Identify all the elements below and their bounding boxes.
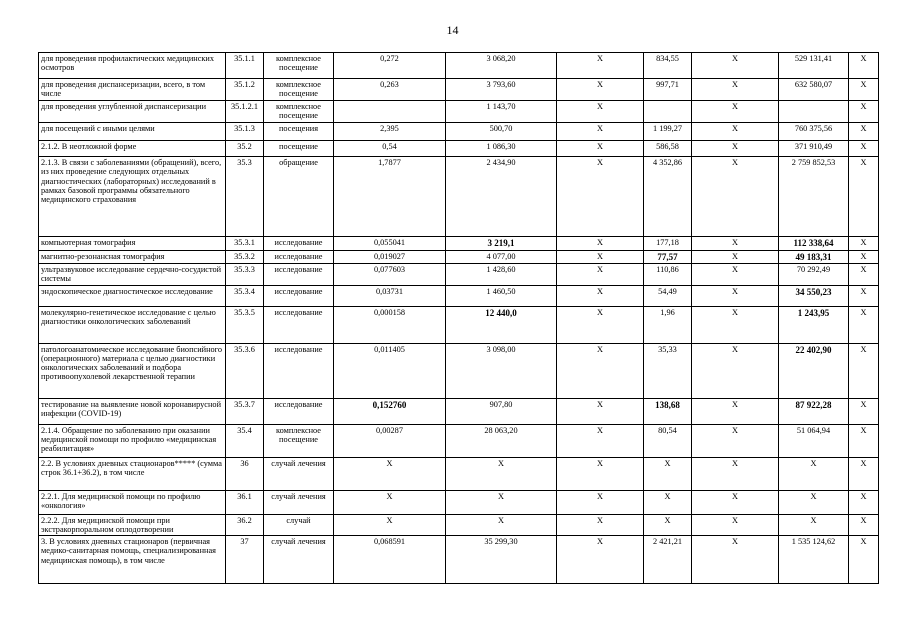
row-norm-cost: 3 068,20 [446, 53, 557, 79]
row-name: 2.2.2. Для медицинской помощи при экстракорпоральном оплодотворении [39, 514, 226, 536]
row-per-capita: 80,54 [644, 424, 692, 457]
row-x-2: Х [692, 79, 779, 101]
row-x-3: Х [849, 79, 879, 101]
row-name: 2.2.1. Для медицинской помощи по профилю «онкология» [39, 490, 226, 514]
row-total-cost: 34 550,23 [779, 285, 849, 306]
row-code: 35.3.3 [226, 264, 264, 286]
table-row [39, 424, 879, 457]
row-x-2: Х [692, 285, 779, 306]
row-name: компьютерная томография [39, 237, 226, 251]
row-x-3: Х [849, 306, 879, 343]
row-x-1: Х [557, 157, 644, 237]
row-x-3: Х [849, 157, 879, 237]
row-unit: случай лечения [264, 457, 334, 490]
row-per-capita: Х [644, 457, 692, 490]
row-unit: посещение [264, 141, 334, 157]
row-unit: исследование [264, 398, 334, 424]
row-x-2: Х [692, 514, 779, 536]
row-x-3: Х [849, 536, 879, 584]
row-per-capita: Х [644, 490, 692, 514]
row-code: 35.3.1 [226, 237, 264, 251]
row-norm-volume: 0,068591 [334, 536, 446, 584]
row-name: для проведения профилактических медицинских осмотров [39, 53, 226, 79]
row-x-1: Х [557, 398, 644, 424]
row-unit: исследование [264, 237, 334, 251]
row-code: 35.3.4 [226, 285, 264, 306]
row-x-1: Х [557, 424, 644, 457]
table-row [39, 457, 879, 490]
row-total-cost: 371 910,49 [779, 141, 849, 157]
row-x-1: Х [557, 536, 644, 584]
row-per-capita: 1 199,27 [644, 123, 692, 141]
row-name: эндоскопическое диагностическое исследование [39, 285, 226, 306]
row-unit: исследование [264, 343, 334, 398]
row-per-capita [644, 101, 692, 123]
row-x-2: Х [692, 264, 779, 286]
row-name: для проведения диспансеризации, всего, в том числе [39, 79, 226, 101]
row-total-cost: 51 064,94 [779, 424, 849, 457]
table-row [39, 306, 879, 343]
row-code: 36.2 [226, 514, 264, 536]
row-norm-cost: 500,70 [446, 123, 557, 141]
row-name: 2.1.3. В связи с заболеваниями (обращений), всего, из них проведение следующих отдельных диагностических (лабораторных) исследований в рамках базовой программы обязательного медицинского страхования [39, 157, 226, 237]
row-x-2: Х [692, 141, 779, 157]
row-norm-cost: Х [446, 514, 557, 536]
row-x-1: Х [557, 264, 644, 286]
row-x-2: Х [692, 457, 779, 490]
row-per-capita: 54,49 [644, 285, 692, 306]
row-name: магнитно-резонансная томография [39, 251, 226, 264]
row-norm-volume: 2,395 [334, 123, 446, 141]
row-norm-volume: 0,019027 [334, 251, 446, 264]
row-x-1: Х [557, 141, 644, 157]
table-row [39, 53, 879, 79]
row-name: 2.2. В условиях дневных стационаров***** (сумма строк 36.1+36.2), в том числе [39, 457, 226, 490]
row-x-3: Х [849, 237, 879, 251]
row-unit: случай [264, 514, 334, 536]
row-unit: комплексное посещение [264, 101, 334, 123]
row-norm-cost: 35 299,30 [446, 536, 557, 584]
row-total-cost: 760 375,56 [779, 123, 849, 141]
row-norm-cost: 3 219,1 [446, 237, 557, 251]
row-norm-volume [334, 101, 446, 123]
table-row [39, 141, 879, 157]
row-per-capita: 4 352,86 [644, 157, 692, 237]
row-name: тестирование на выявление новой коронавирусной инфекции (COVID-19) [39, 398, 226, 424]
table-row [39, 79, 879, 101]
row-x-2: Х [692, 123, 779, 141]
row-x-1: Х [557, 490, 644, 514]
row-total-cost: 22 402,90 [779, 343, 849, 398]
row-name: для проведения углубленной диспансеризации [39, 101, 226, 123]
row-x-1: Х [557, 237, 644, 251]
row-name: ультразвуковое исследование сердечно-сосудистой системы [39, 264, 226, 286]
row-x-3: Х [849, 343, 879, 398]
row-per-capita: 138,68 [644, 398, 692, 424]
row-norm-volume: 0,152760 [334, 398, 446, 424]
row-norm-cost: 1 428,60 [446, 264, 557, 286]
row-unit: исследование [264, 251, 334, 264]
row-x-1: Х [557, 101, 644, 123]
row-per-capita: 77,57 [644, 251, 692, 264]
row-total-cost: 632 580,07 [779, 79, 849, 101]
row-x-2: Х [692, 343, 779, 398]
row-code: 37 [226, 536, 264, 584]
row-norm-volume: 0,263 [334, 79, 446, 101]
row-x-1: Х [557, 343, 644, 398]
row-x-1: Х [557, 53, 644, 79]
row-norm-volume: 0,055041 [334, 237, 446, 251]
row-code: 35.1.2.1 [226, 101, 264, 123]
row-code: 36.1 [226, 490, 264, 514]
row-x-2: Х [692, 398, 779, 424]
row-unit: комплексное посещение [264, 424, 334, 457]
table-row [39, 251, 879, 264]
row-norm-volume: 0,011405 [334, 343, 446, 398]
row-total-cost: 1 535 124,62 [779, 536, 849, 584]
row-total-cost: 2 759 852,53 [779, 157, 849, 237]
row-norm-cost: 907,80 [446, 398, 557, 424]
row-total-cost: Х [779, 514, 849, 536]
row-x-3: Х [849, 141, 879, 157]
row-code: 36 [226, 457, 264, 490]
row-norm-cost: 1 086,30 [446, 141, 557, 157]
row-x-1: Х [557, 79, 644, 101]
row-x-2: Х [692, 536, 779, 584]
row-per-capita: 35,33 [644, 343, 692, 398]
row-x-3: Х [849, 123, 879, 141]
row-norm-cost: 4 077,00 [446, 251, 557, 264]
row-total-cost: 49 183,31 [779, 251, 849, 264]
row-x-1: Х [557, 285, 644, 306]
table-row [39, 536, 879, 584]
row-total-cost: 70 292,49 [779, 264, 849, 286]
table-row [39, 398, 879, 424]
row-x-2: Х [692, 306, 779, 343]
table-row [39, 157, 879, 237]
row-code: 35.3.6 [226, 343, 264, 398]
page-number: 14 [446, 23, 459, 37]
row-code: 35.1.2 [226, 79, 264, 101]
row-norm-cost: 3 793,60 [446, 79, 557, 101]
row-code: 35.3.7 [226, 398, 264, 424]
row-total-cost: 1 243,95 [779, 306, 849, 343]
row-x-2: Х [692, 101, 779, 123]
row-unit: исследование [264, 306, 334, 343]
row-unit: исследование [264, 264, 334, 286]
row-code: 35.4 [226, 424, 264, 457]
row-norm-cost: 1 143,70 [446, 101, 557, 123]
table-row [39, 237, 879, 251]
row-norm-cost: 3 098,00 [446, 343, 557, 398]
row-x-3: Х [849, 424, 879, 457]
row-code: 35.3.5 [226, 306, 264, 343]
table-row [39, 514, 879, 536]
row-x-2: Х [692, 490, 779, 514]
row-unit: обращение [264, 157, 334, 237]
row-name: 3. В условиях дневных стационаров (первичная медико-санитарная помощь, специализированная медицинская помощь), в том числе [39, 536, 226, 584]
row-x-3: Х [849, 285, 879, 306]
row-norm-volume: 0,00287 [334, 424, 446, 457]
row-x-1: Х [557, 123, 644, 141]
row-unit: комплексное посещение [264, 53, 334, 79]
row-norm-cost: Х [446, 457, 557, 490]
row-x-1: Х [557, 306, 644, 343]
row-norm-cost: 1 460,50 [446, 285, 557, 306]
row-norm-volume: 0,03731 [334, 285, 446, 306]
row-x-3: Х [849, 514, 879, 536]
row-x-2: Х [692, 424, 779, 457]
row-name: 2.1.4. Обращение по заболеванию при оказании медицинской помощи по профилю «медицинская реабилитация» [39, 424, 226, 457]
row-norm-volume: Х [334, 457, 446, 490]
row-per-capita: Х [644, 514, 692, 536]
row-unit: исследование [264, 285, 334, 306]
row-code: 35.3 [226, 157, 264, 237]
row-norm-volume: Х [334, 490, 446, 514]
row-total-cost [779, 101, 849, 123]
row-x-3: Х [849, 53, 879, 79]
row-total-cost: 112 338,64 [779, 237, 849, 251]
row-norm-volume: Х [334, 514, 446, 536]
row-norm-volume: 0,077603 [334, 264, 446, 286]
row-unit: случай лечения [264, 536, 334, 584]
row-total-cost: Х [779, 457, 849, 490]
row-name: патологоанатомическое исследование биопсийного (операционного) материала с целью диагностики онкологических заболеваний и подбора противоопухолевой лекарственной терапии [39, 343, 226, 398]
row-code: 35.1.1 [226, 53, 264, 79]
row-norm-cost: Х [446, 490, 557, 514]
row-total-cost: 87 922,28 [779, 398, 849, 424]
row-total-cost: 529 131,41 [779, 53, 849, 79]
row-per-capita: 1,96 [644, 306, 692, 343]
row-per-capita: 110,86 [644, 264, 692, 286]
row-norm-cost: 2 434,90 [446, 157, 557, 237]
row-x-3: Х [849, 101, 879, 123]
row-norm-volume: 0,000158 [334, 306, 446, 343]
row-per-capita: 2 421,21 [644, 536, 692, 584]
row-x-3: Х [849, 457, 879, 490]
row-x-1: Х [557, 251, 644, 264]
table-row [39, 101, 879, 123]
row-unit: случай лечения [264, 490, 334, 514]
row-name: для посещений с иными целями [39, 123, 226, 141]
row-name: молекулярно-генетическое исследование с целью диагностики онкологических заболеваний [39, 306, 226, 343]
table-row [39, 264, 879, 286]
table-row [39, 123, 879, 141]
row-total-cost: Х [779, 490, 849, 514]
row-x-1: Х [557, 514, 644, 536]
row-unit: посещения [264, 123, 334, 141]
row-x-3: Х [849, 264, 879, 286]
row-unit: комплексное посещение [264, 79, 334, 101]
row-norm-cost: 12 440,0 [446, 306, 557, 343]
row-per-capita: 177,18 [644, 237, 692, 251]
row-x-2: Х [692, 53, 779, 79]
row-norm-cost: 28 063,20 [446, 424, 557, 457]
row-x-1: Х [557, 457, 644, 490]
table-row [39, 285, 879, 306]
row-x-2: Х [692, 237, 779, 251]
program-table [38, 52, 879, 584]
row-code: 35.3.2 [226, 251, 264, 264]
row-per-capita: 997,71 [644, 79, 692, 101]
row-x-3: Х [849, 251, 879, 264]
row-name: 2.1.2. В неотложной форме [39, 141, 226, 157]
row-norm-volume: 1,7877 [334, 157, 446, 237]
row-code: 35.2 [226, 141, 264, 157]
row-code: 35.1.3 [226, 123, 264, 141]
row-per-capita: 586,58 [644, 141, 692, 157]
row-x-3: Х [849, 490, 879, 514]
table-row [39, 490, 879, 514]
row-x-2: Х [692, 251, 779, 264]
row-x-3: Х [849, 398, 879, 424]
row-norm-volume: 0,54 [334, 141, 446, 157]
row-x-2: Х [692, 157, 779, 237]
table-row [39, 343, 879, 398]
row-per-capita: 834,55 [644, 53, 692, 79]
row-norm-volume: 0,272 [334, 53, 446, 79]
